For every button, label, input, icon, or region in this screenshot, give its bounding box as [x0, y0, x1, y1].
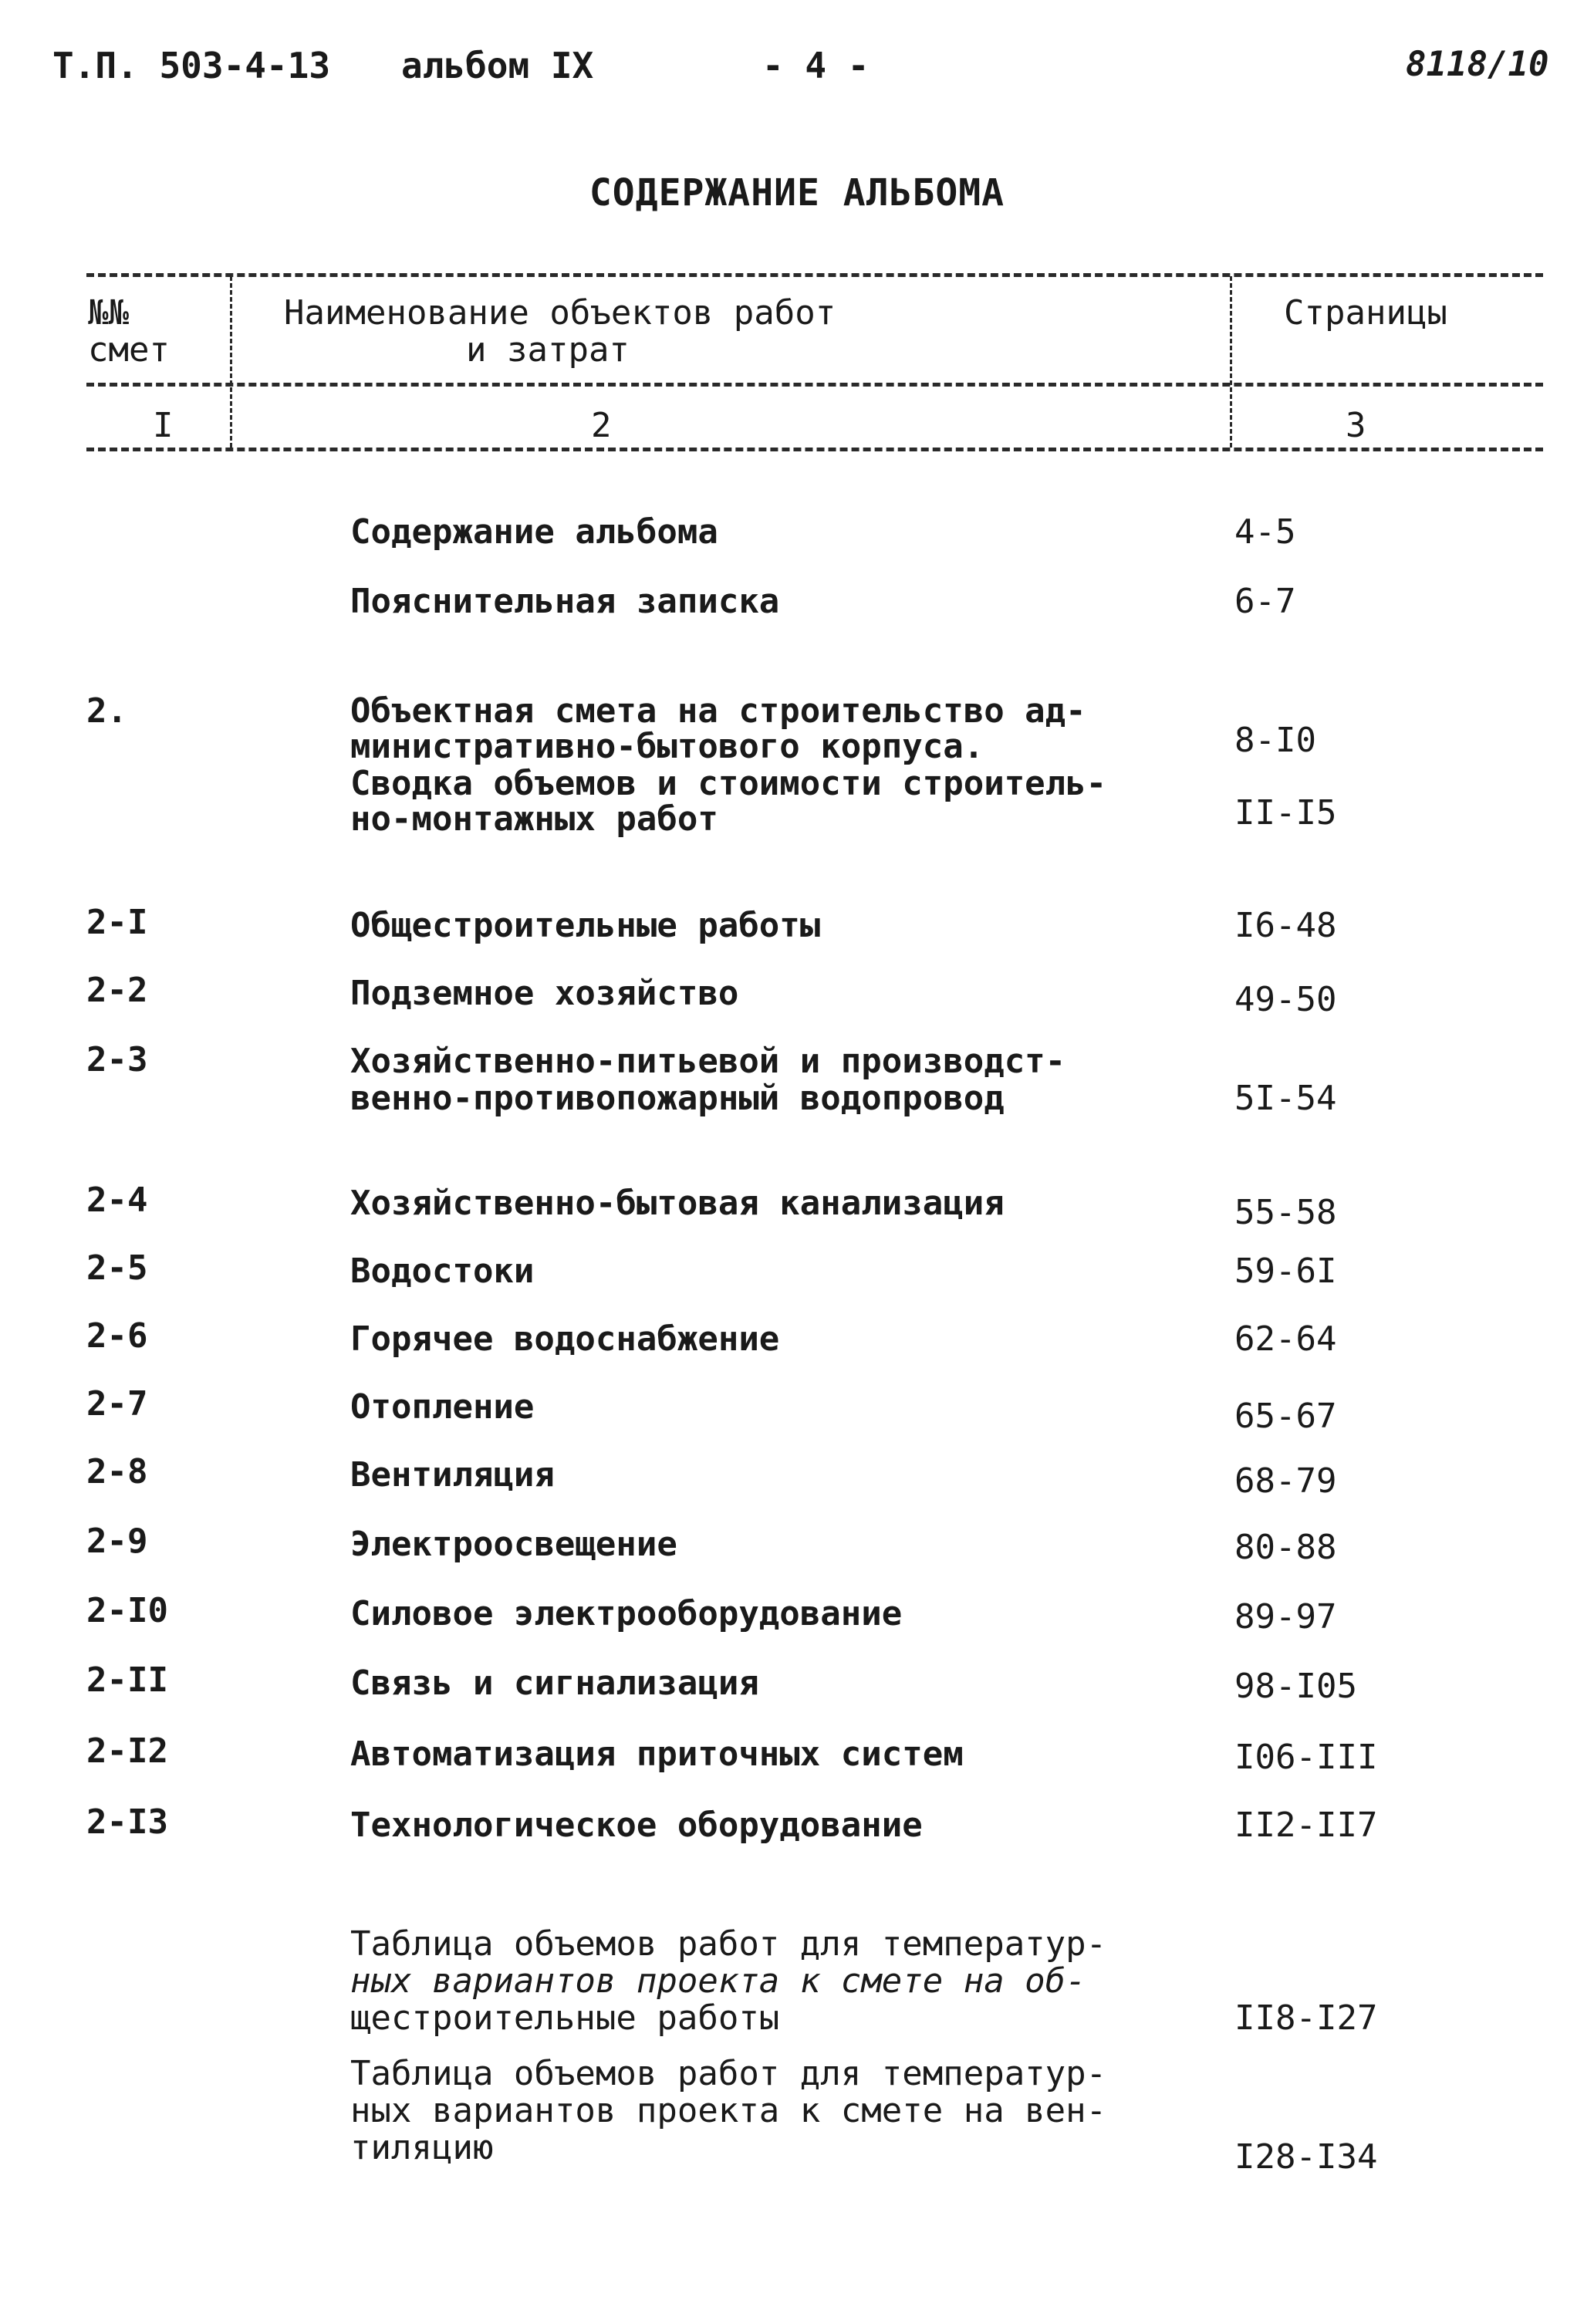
item-pages: II-I5	[1234, 793, 1337, 833]
item-pages: 5I-54	[1234, 1079, 1337, 1118]
item-title: Горячее водоснабжение	[350, 1319, 780, 1359]
item-title: Связь и сигнализация	[350, 1664, 759, 1703]
item-pages: I06-III	[1234, 1738, 1378, 1777]
col2-number: 2	[591, 406, 612, 445]
album-number: альбом IX	[401, 45, 594, 86]
item-title: но-монтажных работ	[350, 799, 718, 839]
item-title: Содержание альбома	[350, 512, 718, 552]
item-number: 2.	[86, 691, 127, 731]
header-middle-rule	[86, 383, 1543, 387]
item-number: 2-6	[86, 1316, 148, 1356]
item-number: 2-II	[86, 1660, 168, 1700]
item-title: Пояснительная записка	[350, 582, 780, 621]
item-pages: 55-58	[1234, 1193, 1337, 1232]
item-title: Водостоки	[350, 1252, 535, 1291]
header-top-rule	[86, 273, 1543, 277]
col3-number: 3	[1346, 406, 1366, 445]
item-pages: 68-79	[1234, 1461, 1337, 1501]
item-title: Объектная смета на строительство ад-	[350, 691, 1086, 731]
item-title: Сводка объемов и стоимости строитель-	[350, 764, 1107, 803]
item-pages: 59-6I	[1234, 1252, 1337, 1291]
item-pages: 49-50	[1234, 980, 1337, 1019]
item-pages: 6-7	[1234, 582, 1296, 621]
document-code: Т.П. 503-4-13	[52, 45, 331, 86]
page-title: СОДЕРЖАНИЕ АЛЬБОМА	[589, 171, 1005, 214]
col1-number: I	[153, 406, 174, 445]
item-title: Подземное хозяйство	[350, 974, 739, 1013]
header-divider-left	[230, 276, 232, 448]
item-title: Общестроительные работы	[350, 906, 821, 945]
item-number: 2-I0	[86, 1591, 168, 1630]
registration-number: 8118/10	[1406, 45, 1549, 84]
item-pages: I28-I34	[1234, 2137, 1378, 2177]
page-number: - 4 -	[762, 45, 870, 86]
item-number: 2-4	[86, 1181, 148, 1220]
item-pages: 98-I05	[1234, 1667, 1357, 1706]
item-title: щестроительные работы	[350, 1998, 780, 2038]
header-bottom-rule	[86, 448, 1543, 451]
item-title: Автоматизация приточных систем	[350, 1735, 964, 1774]
item-pages: II8-I27	[1234, 1998, 1378, 2038]
item-pages: 65-67	[1234, 1397, 1337, 1436]
item-title: Электроосвещение	[350, 1525, 677, 1564]
item-number: 2-5	[86, 1248, 148, 1288]
item-number: 2-I3	[86, 1802, 168, 1842]
item-number: 2-2	[86, 971, 148, 1010]
col3-header: Страницы	[1284, 293, 1447, 333]
item-pages: II2-II7	[1234, 1805, 1378, 1845]
col1-header-line1: №№	[88, 293, 129, 333]
item-title: Технологическое оборудование	[350, 1805, 923, 1845]
item-title: Таблица объемов работ для температур-	[350, 2054, 1107, 2093]
col2-header-line2: и затрат	[466, 330, 630, 370]
item-pages: 80-88	[1234, 1528, 1337, 1567]
item-pages: 4-5	[1234, 512, 1296, 552]
item-pages: 8-I0	[1234, 721, 1316, 760]
item-pages: 89-97	[1234, 1597, 1337, 1637]
item-title: Таблица объемов работ для температур-	[350, 1924, 1107, 1964]
header-divider-right	[1230, 276, 1232, 448]
col1-header-line2: смет	[88, 330, 170, 370]
item-number: 2-3	[86, 1040, 148, 1079]
item-number: 2-I2	[86, 1731, 168, 1771]
item-title: венно-противопожарный водопровод	[350, 1079, 1005, 1118]
item-title: Силовое электрооборудование	[350, 1594, 903, 1633]
item-title: Хозяйственно-бытовая канализация	[350, 1184, 1005, 1223]
item-title: Отопление	[350, 1387, 535, 1427]
item-pages: I6-48	[1234, 906, 1337, 945]
item-title: Вентиляция	[350, 1455, 555, 1495]
item-title: ных вариантов проекта к смете на об-	[350, 1961, 1086, 2001]
col2-header-line1: Наименование объектов работ	[284, 293, 836, 333]
item-number: 2-8	[86, 1452, 148, 1491]
item-number: 2-9	[86, 1522, 148, 1561]
item-title: тиляцию	[350, 2128, 494, 2167]
item-title: Хозяйственно-питьевой и производст-	[350, 1042, 1066, 1081]
item-number: 2-7	[86, 1384, 148, 1424]
item-number: 2-I	[86, 903, 148, 942]
item-title: министративно-бытового корпуса.	[350, 727, 984, 766]
item-pages: 62-64	[1234, 1319, 1337, 1359]
item-title: ных вариантов проекта к смете на вен-	[350, 2091, 1107, 2130]
